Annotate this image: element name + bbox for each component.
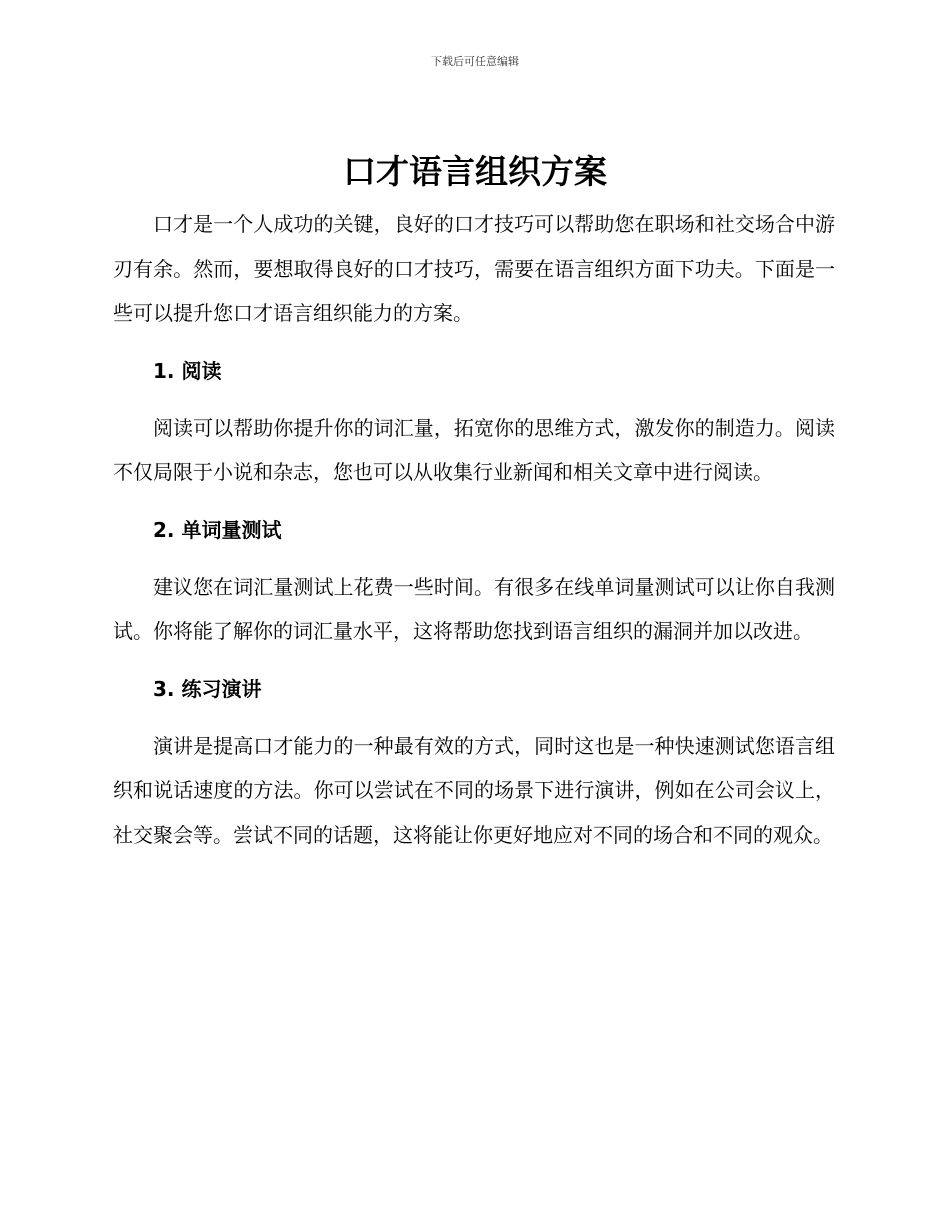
intro-paragraph: 口才是一个人成功的关键，良好的口才技巧可以帮助您在职场和社交场合中游刃有余。然而，要想取得良好的口才技巧，需要在语言组织方面下功夫。下面是一些可以提升您口才语言组织能力的方案。 [113, 212, 835, 325]
document-title: 口才语言组织方案 [343, 152, 607, 191]
section-heading-reading: 1. 阅读 [153, 358, 222, 383]
section-body-reading: 阅读可以帮助你提升你的词汇量，拓宽你的思维方式，激发你的制造力。阅读不仅局限于小说和杂志，您也可以从收集行业新闻和相关文章中进行阅读。 [113, 415, 835, 484]
document-body [113, 202, 835, 857]
section-body-vocab-test: 建议您在词汇量测试上花费一些时间。有很多在线单词量测试可以让你自我测试。你将能了解你的词汇量水平，这将帮助您找到语言组织的漏洞并加以改进。 [113, 574, 835, 643]
section-heading-vocab-test: 2. 单词量测试 [153, 517, 282, 542]
header-note: 下载后可任意编辑 [431, 55, 519, 68]
section-heading-speech-practice: 3. 练习演讲 [153, 676, 262, 701]
section-body-speech-practice: 演讲是提高口才能力的一种最有效的方式，同时这也是一种快速测试您语言组织和说话速度的方法。你可以尝试在不同的场景下进行演讲，例如在公司会议上，社交聚会等。尝试不同的话题，这将能让你更好地应对不同的场合和不同的观众。 [113, 733, 835, 847]
